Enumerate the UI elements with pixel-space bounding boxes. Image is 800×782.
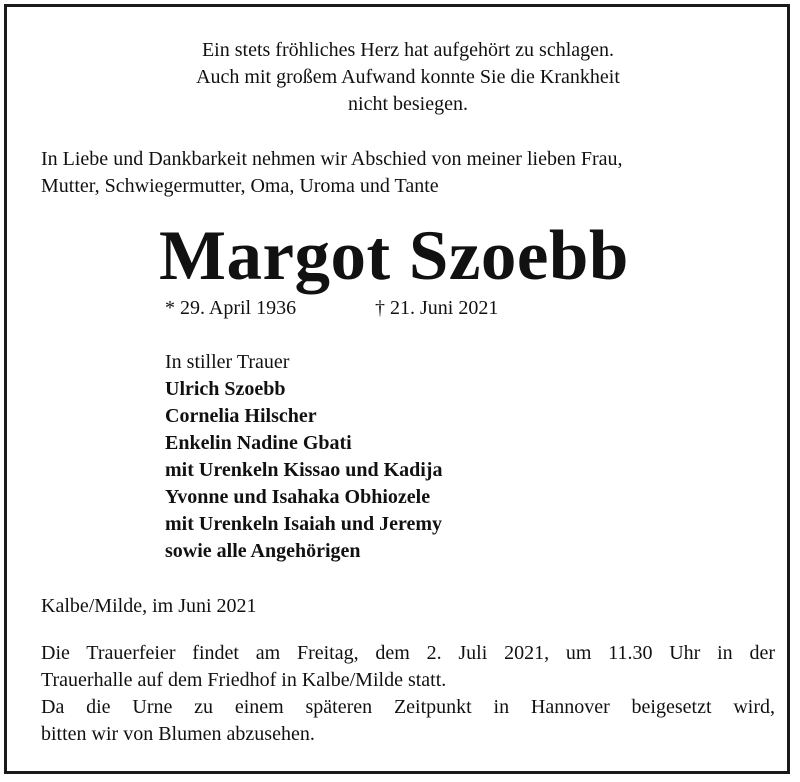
mourner-name: Cornelia Hilscher (165, 405, 317, 427)
birth-date: * 29. April 1936 (165, 297, 297, 319)
intro-line: Auch mit großem Aufwand konnte Sie die Krankheit (196, 66, 620, 88)
intro-line: nicht besiegen. (348, 93, 468, 115)
mourner-name: mit Urenkeln Kissao und Kadija (165, 459, 443, 481)
obituary-frame (4, 4, 790, 774)
service-line: Trauerhalle auf dem Friedhof in Kalbe/Milde statt. (41, 669, 447, 691)
mourner-name: Enkelin Nadine Gbati (165, 432, 352, 454)
mourner-name: Yvonne und Isahaka Obhiozele (165, 486, 431, 508)
death-date: † 21. Juni 2021 (375, 297, 499, 319)
service-line: bitten wir von Blumen abzusehen. (41, 723, 315, 745)
mourners-list (165, 349, 442, 565)
farewell-line: Mutter, Schwiegermutter, Oma, Uroma und Tante (41, 175, 439, 197)
mourner-name: sowie alle Angehörigen (165, 540, 361, 562)
service-notice (41, 640, 775, 748)
mourner-name: mit Urenkeln Isaiah und Jeremy (165, 513, 443, 535)
life-dates (165, 295, 499, 322)
intro-line: Ein stets fröhliches Herz hat aufgehört zu schlagen. (201, 39, 615, 61)
farewell-line: In Liebe und Dankbarkeit nehmen wir Abschied von meiner lieben Frau, (41, 148, 623, 170)
farewell-text (41, 146, 775, 200)
deceased-name: Margot Szoebb (159, 217, 629, 295)
service-line: Die Trauerfeier findet am Freitag, dem 2. Juli 2021, um 11.30 Uhr in der (41, 642, 775, 664)
mourners-heading: In stiller Trauer (165, 351, 290, 373)
intro-verse (41, 37, 775, 118)
service-line: Da die Urne zu einem späteren Zeitpunkt in Hannover beigesetzt wird, (41, 696, 775, 718)
place-date: Kalbe/Milde, im Juni 2021 (41, 595, 257, 617)
mourner-name: Ulrich Szoebb (165, 378, 286, 400)
